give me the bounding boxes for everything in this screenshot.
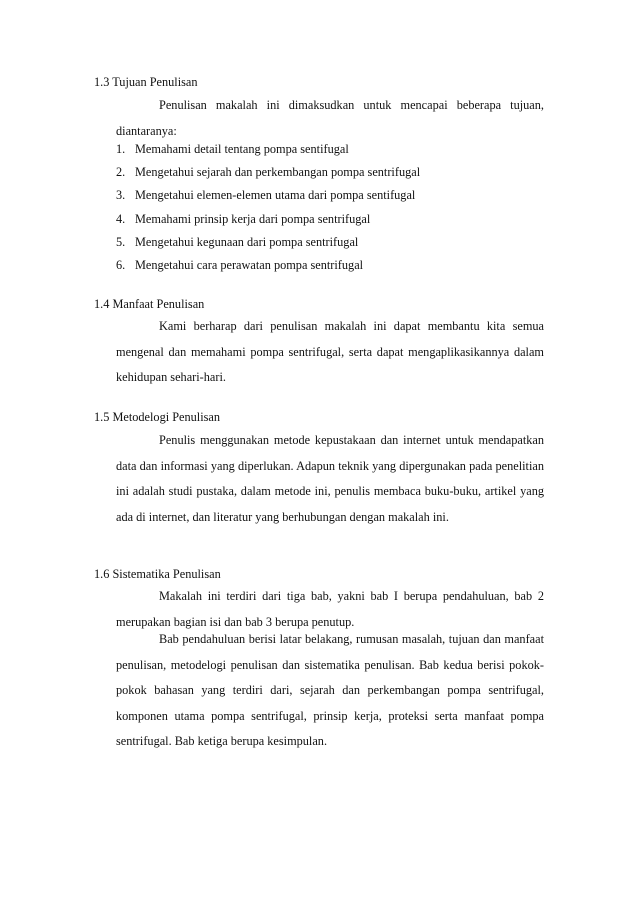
list-text: Mengetahui cara perawatan pompa sentrifugal xyxy=(135,257,364,272)
list-item xyxy=(116,165,420,188)
list-number: 1. xyxy=(116,142,126,156)
paragraph-metodelogi: Penulis menggunakan metode kepustakaan dan internet untuk mendapatkan data dan informasi yang diperlukan. Adapun teknik yang dipergunakan pada penelitian ini adalah studi pustaka, dalam metode ini, penulis membaca buku-buku, artikel yang ada di internet, dan literatur yang berhubungan dengan makalah ini. xyxy=(116,433,544,524)
list-number: 4. xyxy=(116,211,126,226)
list-item xyxy=(116,188,420,211)
list-item xyxy=(116,235,420,258)
heading-manfaat-penulisan: 1.4 Manfaat Penulisan xyxy=(94,297,205,311)
heading-sistematika-penulisan: 1.6 Sistematika Penulisan xyxy=(94,567,221,581)
paragraph-tujuan-intro: Penulisan makalah ini dimaksudkan untuk mencapai beberapa tujuan, diantaranya: xyxy=(116,98,544,138)
list-text: Memahami detail tentang pompa sentifugal xyxy=(135,142,349,156)
list-text: Memahami prinsip kerja dari pompa sentrifugal xyxy=(135,211,371,226)
list-item xyxy=(116,142,420,165)
list-number: 2. xyxy=(116,165,126,180)
list-number: 3. xyxy=(116,188,126,203)
list-item xyxy=(116,212,420,235)
list-item xyxy=(116,258,420,281)
list-text: Mengetahui kegunaan dari pompa sentrifugal xyxy=(135,234,359,249)
heading-metodelogi-penulisan: 1.5 Metodelogi Penulisan xyxy=(94,410,221,424)
heading-tujuan-penulisan: 1.3 Tujuan Penulisan xyxy=(94,75,198,89)
list-number: 5. xyxy=(116,234,126,249)
paragraph-manfaat: Kami berharap dari penulisan makalah ini dapat membantu kita semua mengenal dan memahami pompa sentrifugal, serta dapat mengaplikasikannya dalam kehidupan sehari-hari. xyxy=(116,319,544,384)
tujuan-list xyxy=(116,142,420,281)
list-text: Mengetahui sejarah dan perkembangan pompa sentrifugal xyxy=(135,165,421,180)
paragraph-sistematika-1: Makalah ini terdiri dari tiga bab, yakni bab I berupa pendahuluan, bab 2 merupakan bagian isi dan bab 3 berupa penutup. xyxy=(116,589,544,629)
paragraph-sistematika-2: Bab pendahuluan berisi latar belakang, rumusan masalah, tujuan dan manfaat penulisan, metodelogi penulisan dan sistematika penulisan. Bab kedua berisi pokok-pokok bahasan yang terdiri dari, sejarah dan perkembangan pompa sentrifugal, komponen utama pompa sentrifugal, prinsip kerja, proteksi serta manfaat pompa sentrifugal. Bab ketiga berupa kesimpulan. xyxy=(116,632,544,748)
list-number: 6. xyxy=(116,257,126,272)
list-text: Mengetahui elemen-elemen utama dari pompa sentifugal xyxy=(135,188,416,203)
